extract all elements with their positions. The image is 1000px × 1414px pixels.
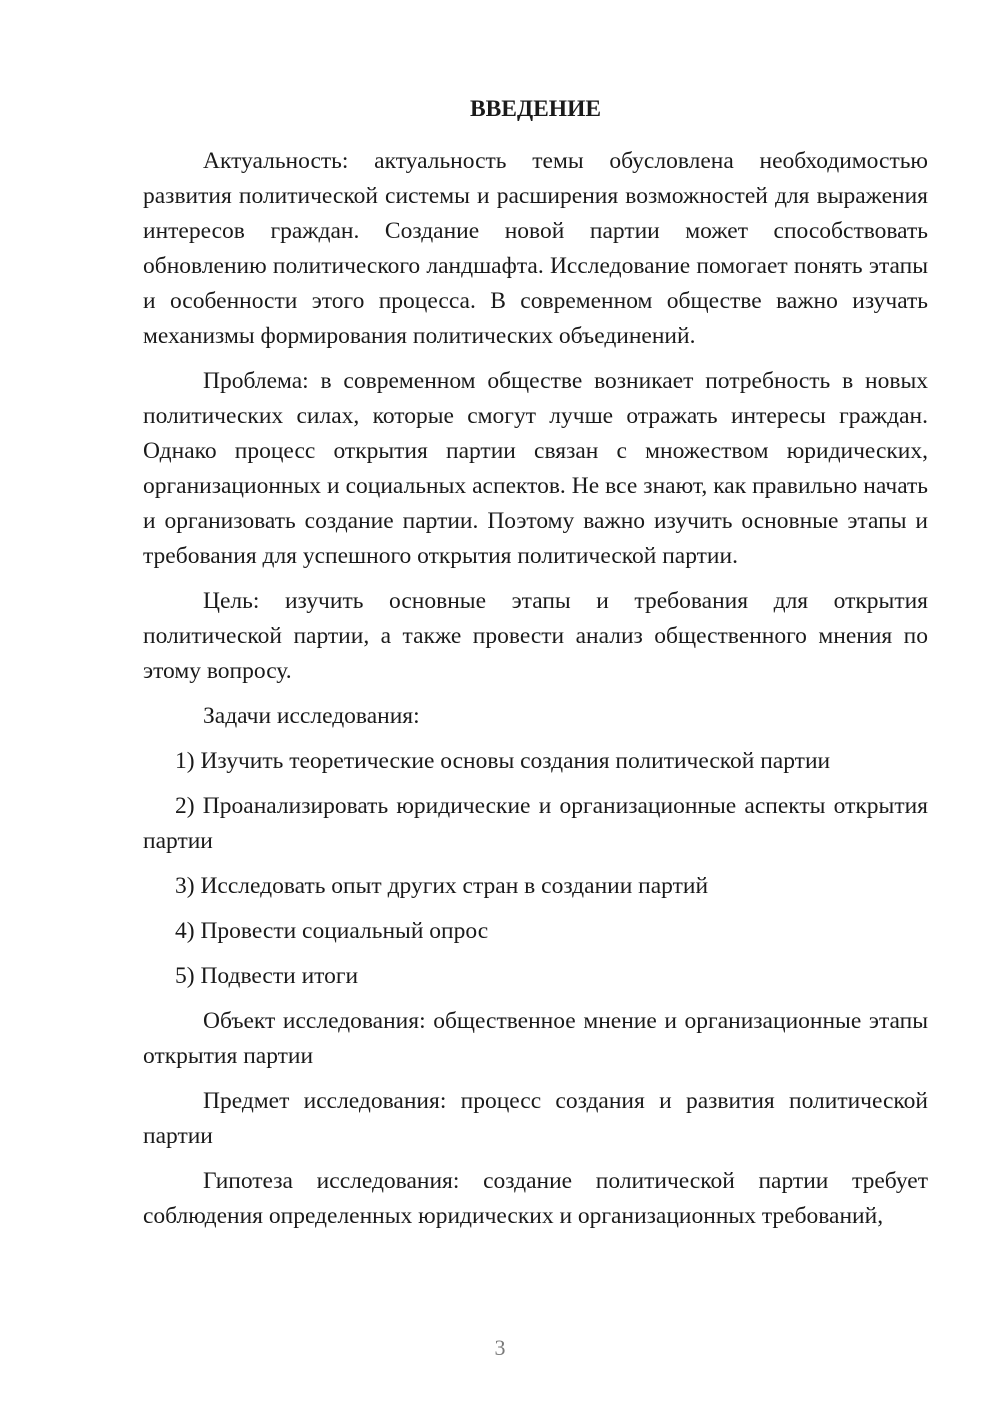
subject-paragraph: Предмет исследования: процесс создания и развития политической партии (143, 1088, 928, 1149)
object-paragraph: Объект исследования: общественное мнение и организационные этапы открытия партии (143, 1008, 928, 1069)
page-number: 3 (494, 1335, 506, 1360)
task-item: 1) Изучить теоретические основы создания политической партии (175, 748, 831, 774)
section-title: ВВЕДЕНИЕ (469, 96, 602, 122)
task-item: 5) Подвести итоги (175, 963, 359, 989)
task-item: 4) Провести социальный опрос (175, 918, 489, 944)
hypothesis-paragraph: Гипотеза исследования: создание политической партии требует соблюдения определенных юридических и организационных требований, (143, 1168, 928, 1229)
goal-paragraph: Цель: изучить основные этапы и требования для открытия политической партии, а также провести анализ общественного мнения по этому вопросу. (143, 588, 928, 684)
tasks-list (143, 744, 928, 994)
problem-paragraph: Проблема: в современном обществе возникает потребность в новых политических силах, которые смогут лучше отражать интересы граждан. Однако процесс открытия партии связан с множеством юридических, организационных и социальных аспектов. Не все знают, как правильно начать и организовать создание партии. Поэтому важно изучить основные этапы и требования для успешного открытия политической партии. (143, 368, 928, 569)
relevance-paragraph: Актуальность: актуальность темы обусловлена необходимостью развития политической системы и расширения возможностей для выражения интересов граждан. Создание новой партии может способствовать обновлению политического ландшафта. Исследование помогает понять этапы и особенности этого процесса. В современном обществе важно изучать механизмы формирования политических объединений. (143, 148, 928, 349)
task-item: 3) Исследовать опыт других стран в создании партий (175, 873, 709, 899)
task-item: 2) Проанализировать юридические и организационные аспекты открытия партии (143, 793, 928, 854)
tasks-heading: Задачи исследования: (203, 703, 420, 729)
page-content (143, 92, 928, 1244)
